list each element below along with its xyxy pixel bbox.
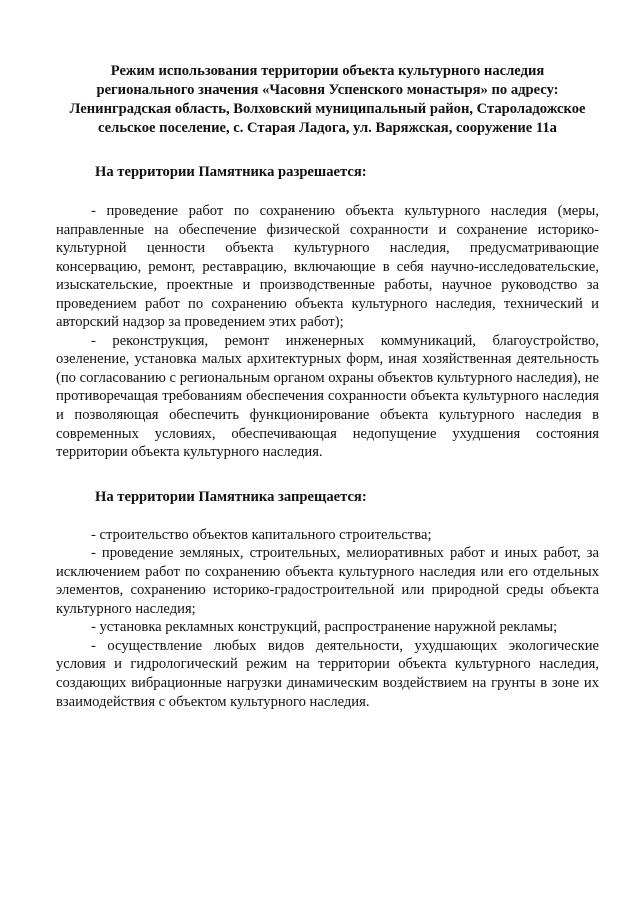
list-item: - проведение работ по сохранению объекта культурного наследия (меры, направленные на обеспечение физической сохранности и сохранение историко-культурной ценности объекта культурного наследия, предусматривающие консервацию, ремонт, реставрацию, включающие в себя научно-исследовательские, изыскательские, проектные и производственные работы, научное руководство за проведением работ по сохранению объекта культурного наследия, технический и авторский надзор за проведением этих работ); [56, 203, 599, 331]
list-item: - строительство объектов капитального строительства; [91, 526, 432, 543]
list-item: - проведение земляных, строительных, мелиоративных работ и иных работ, за исключением работ по сохранению объекта культурного наследия или его отдельных элементов, сохранению историко-градостроительной или природной среды объекта культурного наследия; [56, 545, 599, 617]
list-item: - реконструкция, ремонт инженерных коммуникаций, благоустройство, озеленение, установка малых архитектурных форм, иная хозяйственная деятельность (по согласованию с региональным органом охраны объектов культурного наследия), не противоречащая требованиям обеспечения сохранности объекта культурного наследия и позволяющая обеспечить функционирование объекта культурного наследия в современных условиях, обеспечивающая недопущение ухудшения состояния территории объекта культурного наследия. [56, 332, 599, 461]
prohibited-list [56, 526, 599, 711]
title-line: сельское поселение, с. Старая Ладога, ул. Варяжская, сооружение 11а [98, 120, 557, 136]
document-title [56, 62, 599, 138]
title-line: регионального значения «Часовня Успенского монастыря» по адресу: [96, 82, 559, 98]
list-item: - осуществление любых видов деятельности, ухудшающих экологические условия и гидрологический режим на территории объекта культурного наследия, создающих вибрационные нагрузки динамическим воздействием на грунты в зоне их взаимодействия с объектом культурного наследия. [56, 637, 599, 710]
title-line: Ленинградская область, Волховский муниципальный район, Староладожское [69, 101, 586, 117]
allowed-heading: На территории Памятника разрешается: [95, 164, 367, 180]
list-item: - установка рекламных конструкций, распространение наружной рекламы; [91, 619, 558, 636]
prohibited-heading: На территории Памятника запрещается: [95, 488, 367, 505]
allowed-list [56, 202, 599, 462]
title-line: Режим использования территории объекта культурного наследия [110, 63, 545, 79]
document-page [56, 62, 599, 711]
